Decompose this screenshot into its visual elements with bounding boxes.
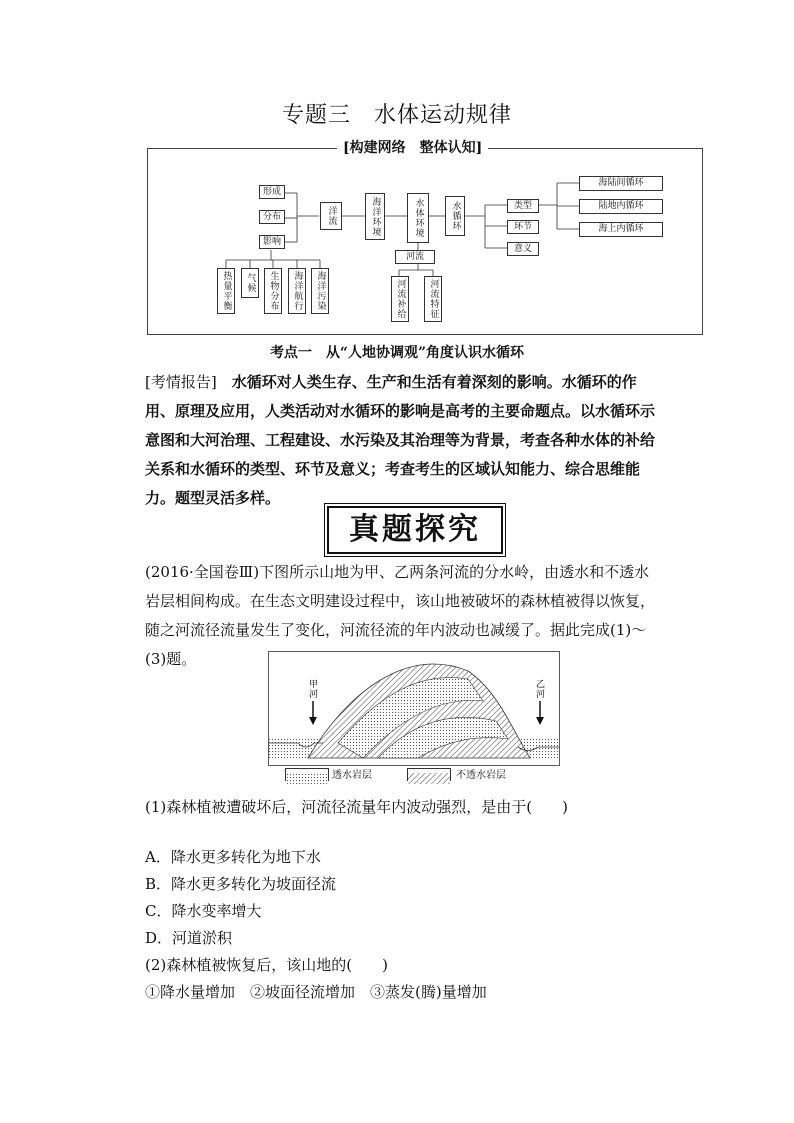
node-haiyang-huanjing: 海洋环境 <box>365 193 385 240</box>
node-xingcheng: 形成 <box>259 185 285 199</box>
node-qihou: 气候 <box>241 268 259 298</box>
section-heading: 考点一 从“人地协调观”角度认识水循环 <box>269 345 525 361</box>
legend-permeable-label: 透水岩层 <box>332 770 372 781</box>
q2-items: ①降水量增加 ②坡面径流增加 ③蒸发(腾)量增加 <box>145 983 487 1001</box>
node-huanjie: 环节 <box>507 220 539 234</box>
report-label: [考情报告] <box>145 373 217 391</box>
river-right-label-2: 河 <box>536 690 546 700</box>
node-shuixunhuan: 水循环 <box>445 196 465 236</box>
node-ludi: 陆地内循环 <box>579 199 663 214</box>
report-paragraph <box>145 368 655 513</box>
q1-option-c: C．降水变率增大 <box>145 902 262 920</box>
node-fenbu: 分布 <box>259 210 285 224</box>
q1-option-a: A．降水更多转化为地下水 <box>145 848 321 866</box>
node-haishang: 海上内循环 <box>579 222 663 237</box>
river-right-label-1: 乙 <box>536 680 546 690</box>
legend-impermeable-label: 不透水岩层 <box>456 770 506 781</box>
node-reliang: 热量平衡 <box>217 268 235 314</box>
node-hangxing: 海洋航行 <box>288 268 306 314</box>
report-text: 水循环对人类生存、生产和生活有着深刻的影响。水循环的作用、原理及应用，人类活动对水循环的影响是高考的主要命题点。以水循环示意图和大河治理、工程建设、水污染及其治理等为背景，考查各种水体的补给关系和水循环的类型、环节及意义；考查考生的区域认知能力、综合思维能力。题型灵活多样。 <box>145 373 656 507</box>
figure-legend <box>260 765 560 783</box>
mountain-figure <box>268 651 560 769</box>
node-yangliu: 洋流 <box>320 202 342 230</box>
legend-impermeable-swatch <box>407 768 451 781</box>
node-shuiti-huanjing: 水体环境 <box>407 193 429 243</box>
node-heliu: 河流 <box>395 250 435 264</box>
question-intro: (2016·全国卷Ⅲ)下图所示山地为甲、乙两条河流的分水岭，由透水和不透水岩层相间构成。在生态文明建设过程中，该山地被破坏的森林植被得以恢复，随之河流径流量发生了变化，河流径流的年内波动也减缓了。据此完成(1)～(3)题。 <box>145 563 656 668</box>
page-title: 专题三 水体运动规律 <box>281 103 512 128</box>
question-1: (1)森林植被遭破坏后，河流径流量年内波动强烈，是由于( ) <box>145 798 568 816</box>
river-left-label-2: 河 <box>309 690 319 700</box>
node-yingxiang: 影响 <box>259 235 285 249</box>
banner-title: 真题探究 <box>327 506 503 554</box>
node-wuran: 海洋污染 <box>311 268 329 314</box>
q1-option-d: D．河道淤积 <box>145 929 233 947</box>
network-header: [构建网络 整体认知] <box>337 137 488 157</box>
node-shengwu: 生物分布 <box>264 268 282 314</box>
node-heliu-bugei: 河流补给 <box>391 276 409 322</box>
question-2: (2)森林植被恢复后，该山地的( ) <box>145 956 388 974</box>
node-leixing: 类型 <box>507 199 539 213</box>
node-yiyi: 意义 <box>507 242 539 256</box>
legend-permeable-swatch <box>285 768 329 781</box>
node-heliu-tezheng: 河流特征 <box>424 276 442 322</box>
river-left-label-1: 甲 <box>309 680 319 690</box>
q1-option-b: B．降水更多转化为坡面径流 <box>145 875 337 893</box>
node-hailu: 海陆间循环 <box>579 176 663 191</box>
